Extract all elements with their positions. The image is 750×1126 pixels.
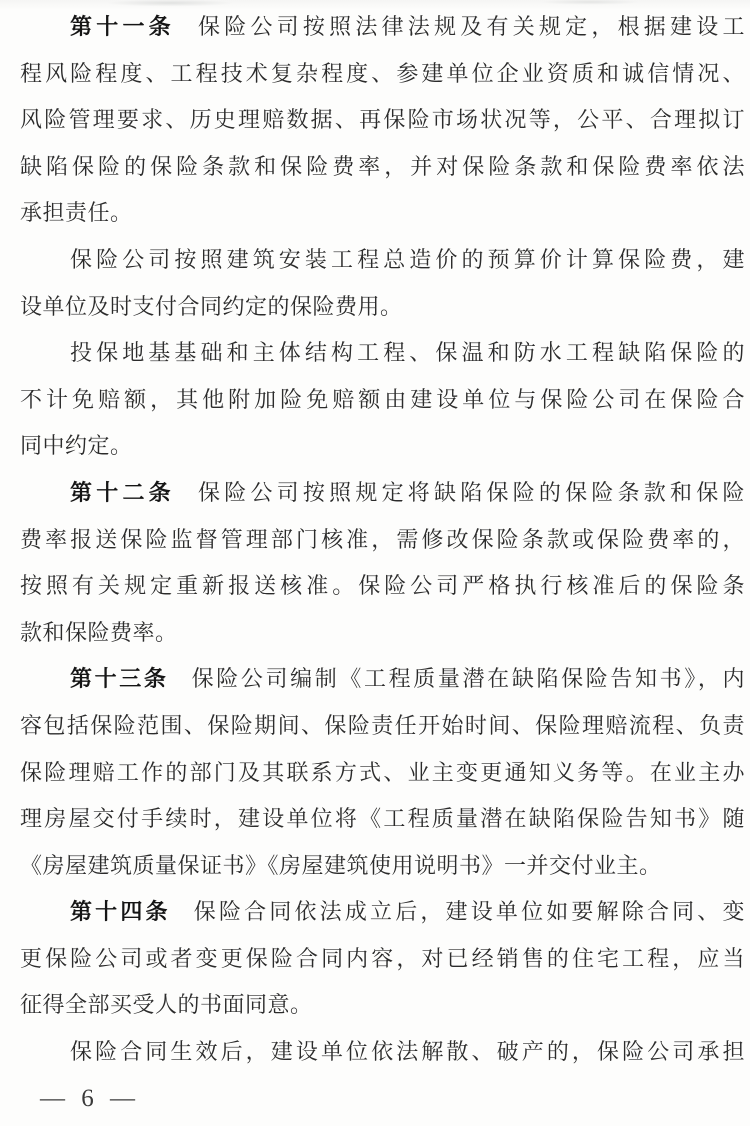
line-text: 设单位及时支付合同约定的保险费用。	[20, 293, 403, 319]
text-line	[20, 4, 745, 51]
text-line	[20, 51, 745, 98]
line-text: 保险公司编制《工程质量潜在缺陷保险告知书》，内	[191, 666, 745, 692]
line-text: 按照有关规定重新报送核准。保险公司严格执行核准后的保险条	[20, 573, 745, 599]
text-line	[20, 1029, 745, 1076]
line-text: 同中约定。	[20, 433, 133, 459]
text-line	[20, 237, 745, 284]
text-line	[20, 423, 745, 470]
text-line	[20, 97, 745, 144]
line-text: 保险合同依法成立后，建设单位如要解除合同、变	[193, 899, 745, 925]
text-line	[20, 563, 745, 610]
line-text: 保险公司按照建筑安装工程总造价的预算价计算保险费，建	[70, 246, 745, 272]
line-text: 保险公司按照规定将缺陷保险的保险条款和保险	[198, 479, 745, 505]
text-line	[20, 936, 745, 983]
article-number: 第十三条	[70, 666, 169, 692]
line-text: 不计免赔额，其他附加险免赔额由建设单位与保险公司在保险合	[20, 386, 745, 412]
text-line	[20, 750, 745, 797]
line-text: 承担责任。	[20, 200, 133, 226]
text-line	[20, 517, 745, 564]
text-line	[20, 796, 745, 843]
line-text: 理房屋交付手续时，建设单位将《工程质量潜在缺陷保险告知书》随	[20, 806, 745, 832]
line-text: 风险管理要求、历史理赔数据、再保险市场状况等，公平、合理拟订	[20, 107, 745, 133]
line-text: 保险理赔工作的部门及其联系方式、业主变更通知义务等。在业主办	[20, 759, 745, 785]
line-text: 缺陷保险的保险条款和保险费率，并对保险条款和保险费率依法	[20, 153, 745, 179]
text-line	[20, 843, 745, 890]
text-line	[20, 889, 745, 936]
line-text: 容包括保险范围、保险期间、保险责任开始时间、保险理赔流程、负责	[20, 712, 745, 738]
text-line	[20, 610, 745, 657]
text-line	[20, 982, 745, 1029]
line-text: 保险公司按照法律法规及有关规定，根据建设工	[198, 14, 745, 39]
line-text: 费率报送保险监督管理部门核准，需修改保险条款或保险费率的，	[20, 526, 745, 552]
document-body	[20, 4, 745, 1076]
article-number: 第十二条	[70, 479, 175, 505]
article-number: 第十四条	[70, 899, 171, 925]
line-text: 款和保险费率。	[20, 619, 178, 645]
text-line	[20, 470, 745, 517]
page-number: — 6 —	[40, 1085, 140, 1112]
line-text: 投保地基基础和主体结构工程、保温和防水工程缺陷保险的	[70, 340, 745, 366]
text-line	[20, 703, 745, 750]
line-text: 《房屋建筑质量保证书》《房屋建筑使用说明书》一并交付业主。	[20, 852, 662, 878]
article-number: 第十一条	[70, 14, 175, 39]
line-text: 保险合同生效后，建设单位依法解散、破产的，保险公司承担	[70, 1039, 745, 1065]
text-line	[20, 377, 745, 424]
text-line	[20, 144, 745, 191]
text-line	[20, 284, 745, 331]
line-text: 更保险公司或者变更保险合同内容，对已经销售的住宅工程，应当	[20, 945, 745, 971]
text-line	[20, 190, 745, 237]
text-line	[20, 330, 745, 377]
text-line	[20, 656, 745, 703]
line-text: 程风险程度、工程技术复杂程度、参建单位企业资质和诚信情况、	[20, 60, 745, 86]
line-text: 征得全部买受人的书面同意。	[20, 992, 313, 1018]
